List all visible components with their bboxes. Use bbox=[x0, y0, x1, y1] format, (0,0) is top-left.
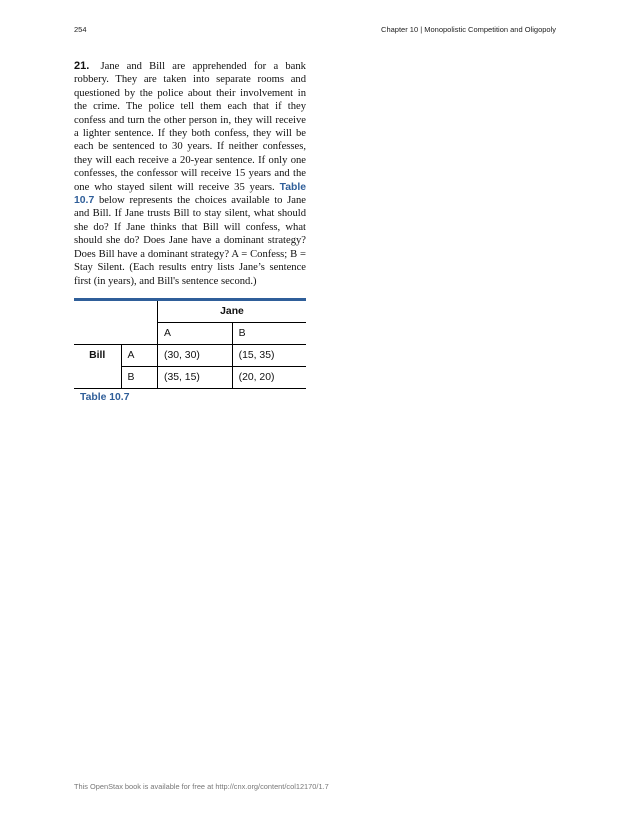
payoff-table bbox=[74, 301, 306, 389]
payoff-cell: (30, 30) bbox=[158, 345, 233, 367]
question-number: 21. bbox=[74, 60, 90, 72]
empty-cell bbox=[74, 301, 121, 323]
payoff-cell: (15, 35) bbox=[232, 345, 306, 367]
empty-cell bbox=[121, 301, 158, 323]
row-header: A bbox=[121, 345, 158, 367]
chapter-title: Chapter 10 | Monopolistic Competition and Oligopoly bbox=[381, 25, 556, 34]
table-subheader-row bbox=[74, 323, 306, 345]
col-header: A bbox=[158, 323, 233, 345]
question-text-before: Jane and Bill are apprehended for a bank robbery. They are taken into separate rooms and questioned by the police about their involvement in the crime. The police tell them each that if they confess and turn the other person in, they will receive a lighter sentence. If they both confess, they will be each be sentenced to 30 years. If neither confesses, they will each receive a 20-year sentence. If only one confesses, the confessor will receive 15 years and the one who stayed silent will receive 35 years. bbox=[74, 61, 306, 193]
row-player-name: Bill bbox=[74, 345, 121, 389]
table-header-row bbox=[74, 301, 306, 323]
footer-note: This OpenStax book is available for free at http://cnx.org/content/col12170/1.7 bbox=[74, 782, 329, 791]
col-player-name: Jane bbox=[158, 301, 307, 323]
empty-cell bbox=[74, 323, 121, 345]
payoff-cell: (35, 15) bbox=[158, 367, 233, 389]
question-paragraph bbox=[74, 60, 306, 288]
payoff-table-container bbox=[74, 298, 306, 389]
table-caption: Table 10.7 bbox=[80, 392, 130, 403]
row-header: B bbox=[121, 367, 158, 389]
table-row bbox=[74, 345, 306, 367]
col-header: B bbox=[232, 323, 306, 345]
question-text-after: below represents the choices available to Jane and Bill. If Jane trusts Bill to stay silent, what should she do? If Jane thinks that Bill will confess, what should she do? Does Jane have a dominant strategy? Does Bill have a dominant strategy? A = Confess; B = Stay Silent. (Each results entry lists Jane’s sentence first (in years), and Bill's sentence second.) bbox=[74, 195, 306, 287]
payoff-cell: (20, 20) bbox=[232, 367, 306, 389]
table-reference-link[interactable]: Table 10.7 bbox=[74, 181, 306, 207]
page-number: 254 bbox=[74, 25, 87, 34]
empty-cell bbox=[121, 323, 158, 345]
